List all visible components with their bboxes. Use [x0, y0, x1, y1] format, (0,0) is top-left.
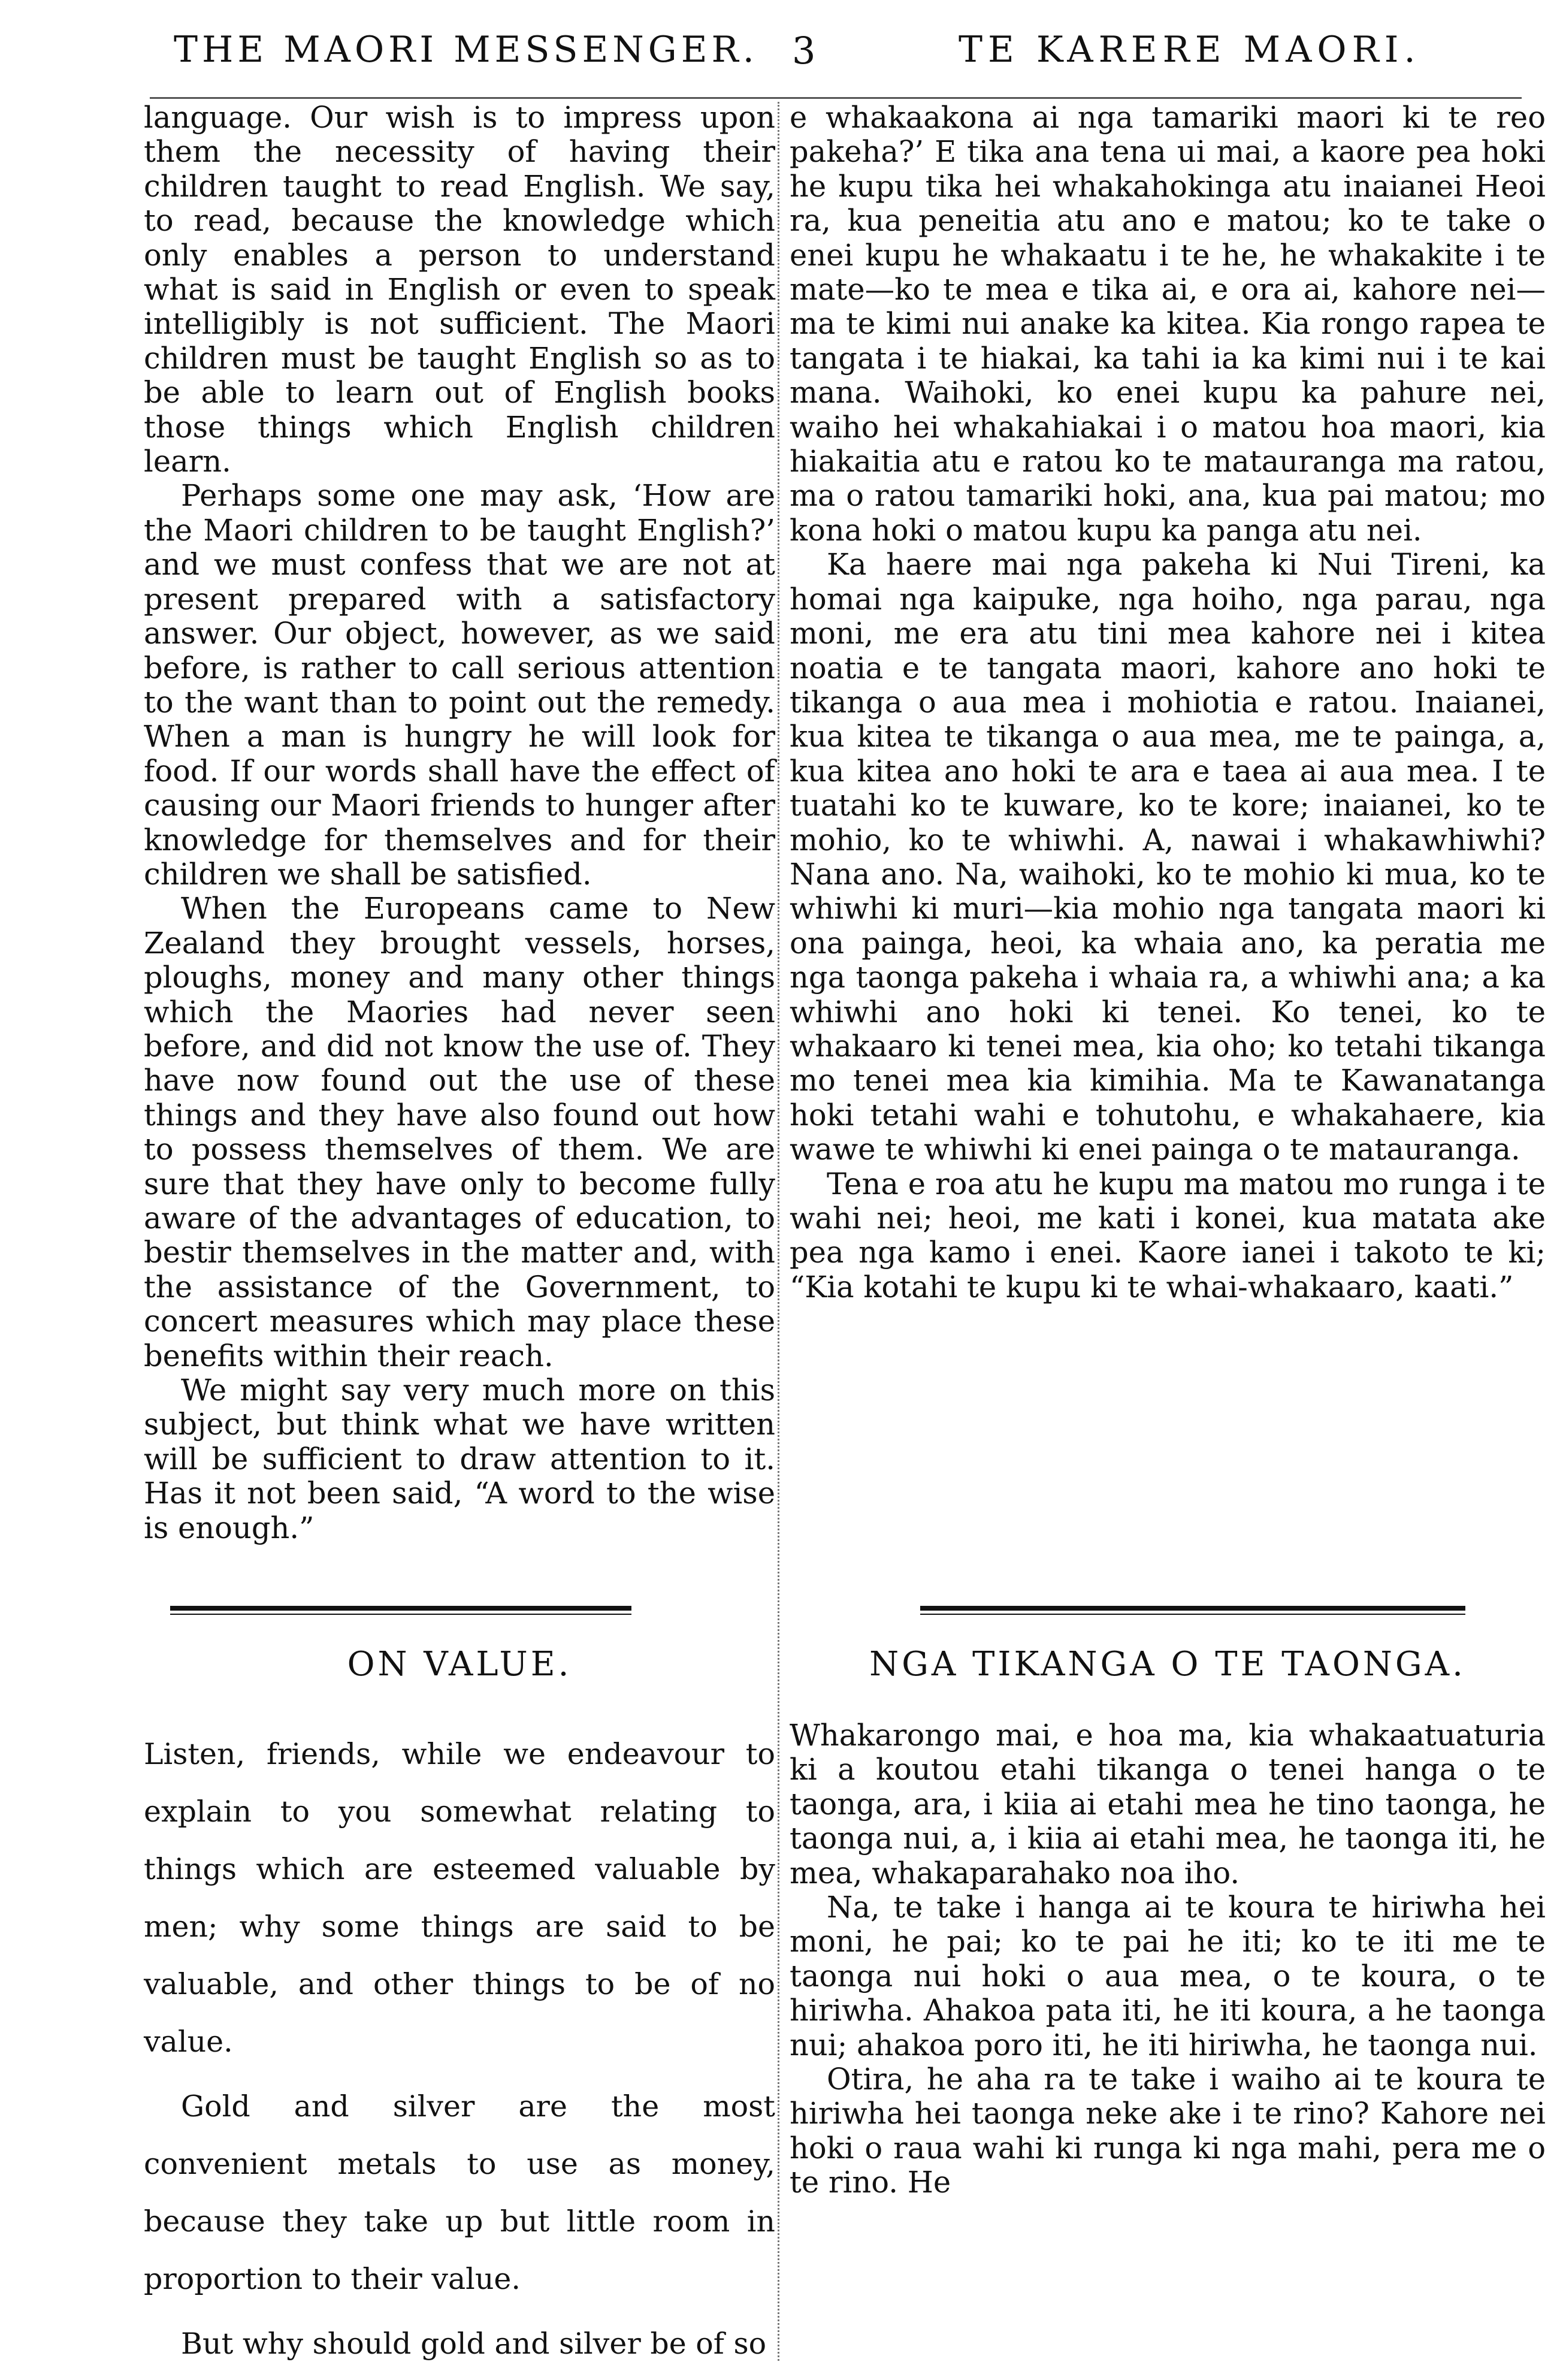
article-heading-english: ON VALUE. — [347, 1645, 572, 1684]
left-column-value-article — [144, 1726, 775, 2380]
body-paragraph: Na, te take i hanga ai te koura te hiriwha hei moni, he pai; ko te pai he iti; ko te iti me te taonga nui hoki o aua mea, o te koura, o te hiriwha. Ahakoa pata iti, he iti koura, a he taonga nui; ahakoa poro iti, he iti hiriwha, he taonga nui. — [790, 1890, 1546, 2062]
column-divider — [778, 102, 779, 2361]
body-paragraph: We might say very much more on this subject, but think what we have written will be sufficient to draw attention to it. Has it not been said, “A word to the wise is enough.” — [144, 1373, 775, 1545]
header-rule — [150, 97, 1522, 99]
body-paragraph: Whakarongo mai, e hoa ma, kia whakaatuaturia ki a koutou etahi tikanga o tenei hanga o te taonga, ara, i kiia ai etahi mea he tino taonga, he taonga nui, a, i kiia ai etahi mea, he taonga iti, he mea, whakaparahako noa iho. — [790, 1718, 1546, 1890]
body-paragraph: Tena e roa atu he kupu ma matou mo runga i te wahi nei; heoi, me kati i konei, kua matata ake pea nga kamo i enei. Kaore ianei i takoto te ki; “Kia kotahi te kupu ki te whai-whakaaro, kaati.” — [790, 1166, 1546, 1304]
body-paragraph: Otira, he aha ra te take i waiho ai te koura te hiriwha hei taonga neke ake i te rino? Kahore nei hoki o raua wahi ki runga ki nga mahi, pera me o te rino. He — [790, 2062, 1546, 2200]
masthead-title-english: THE MAORI MESSENGER. — [174, 29, 758, 71]
right-column-continued-article — [790, 101, 1546, 1304]
body-paragraph: When the Europeans came to New Zealand they brought vessels, horses, ploughs, money and many other things which the Maories had never seen before, and did not know the use of. They have now found out the use of these things and they have also found out how to possess themselves of them. We are sure that they have only to become fully aware of the advantages of education, to bestir themselves in the matter and, with the assistance of the Government, to concert measures which may place these benefits within their reach. — [144, 891, 775, 1373]
body-paragraph: But why should gold and silver be of so — [181, 2327, 767, 2361]
body-paragraph: Listen, friends, while we endeavour to explain to you somewhat relating to things which are esteemed valuable by men; why some things are said to be valuable, and other things to be of no value. — [144, 1737, 775, 2059]
left-column-continued-article — [144, 101, 775, 1545]
body-paragraph: e whakaakona ai nga tamariki maori ki te reo pakeha?’ E tika ana tena ui mai, a kaore pea hoki he kupu tika hei whakahokinga atu inaianei Heoi ra, kua peneitia atu ano e matou; ko te take o enei kupu he whakaatu i te he, he whakakite i te mate—ko te mea e tika ai, e ora ai, kahore nei—ma te kimi nui anake ka kitea. Kia rongo rapea te tangata i te hiakai, ka tahi ia ka kimi nui i te kai mana. Waihoki, ko enei kupu ka pahure nei, waiho hei whakahiakai i o matou hoa maori, kia hiakaitia atu e ratou ko te matauranga ma ratou, ma o ratou tamariki hoki, ana, kua pai matou; mo kona hoki o matou kupu ka panga atu nei. — [790, 100, 1546, 548]
body-paragraph: Ka haere mai nga pakeha ki Nui Tireni, ka homai nga kaipuke, nga hoiho, nga parau, nga moni, me era atu tini mea kahore nei i kitea noatia e te tangata maori, kahore ano hoki te tikanga o aua mea i mohiotia e ratou. Inaianei, kua kitea te tikanga o aua mea, me te painga, a, kua kitea ano hoki te ara e taea ai aua mea. I te tuatahi ko te kuware, ko te kore; inaianei, ko te mohio, ko te whiwhi. A, nawai i whakawhiwhi? Nana ano. Na, waihoki, ko te mohio ki mua, ko te whiwhi ki muri—kia mohio nga tangata maori ki ona painga, heoi, ka whaia ano, ka peratia me nga taonga pakeha i whaia ra, a whiwhi ana; a ka whiwhi ano hoki ki tenei. Ko tenei, ko te whakaaro ki tenei mea, kia oho; ko tetahi tikanga mo tenei mea kia kimihia. Ma te Kawanatanga hoki tetahi wahi e tohutohu, e whakahaere, kia wawe te whiwhi ki enei painga o te matauranga. — [790, 547, 1546, 1167]
page-number: 3 — [792, 29, 816, 73]
section-rule-right — [920, 1606, 1465, 1615]
right-column-taonga-article — [790, 1718, 1546, 2200]
masthead-title-maori: TE KARERE MAORI. — [959, 29, 1421, 71]
masthead — [0, 29, 1566, 83]
body-paragraph: Perhaps some one may ask, ‘How are the Maori children to be taught English?’ and we must confess that we are not at present prepared with a satisfactory answer. Our object, however, as we said before, is rather to call serious attention to the want than to point out the remedy. When a man is hungry he will look for food. If our words shall have the effect of causing our Maori friends to hunger after knowledge for themselves and for their children we shall be satisfied. — [144, 478, 775, 892]
section-rule-left — [170, 1606, 631, 1615]
article-heading-maori: NGA TIKANGA O TE TAONGA. — [869, 1645, 1466, 1684]
body-paragraph: language. Our wish is to impress upon them the necessity of having their children taught to read English. We say, to read, because the knowledge which only enables a person to understand what is said in English or even to speak intelligibly is not sufficient. The Maori children must be taught English so as to be able to learn out of English books those things which English children learn. — [144, 100, 775, 479]
body-paragraph: Gold and silver are the most convenient metals to use as money, because they take up but little room in proportion to their value. — [144, 2089, 775, 2296]
